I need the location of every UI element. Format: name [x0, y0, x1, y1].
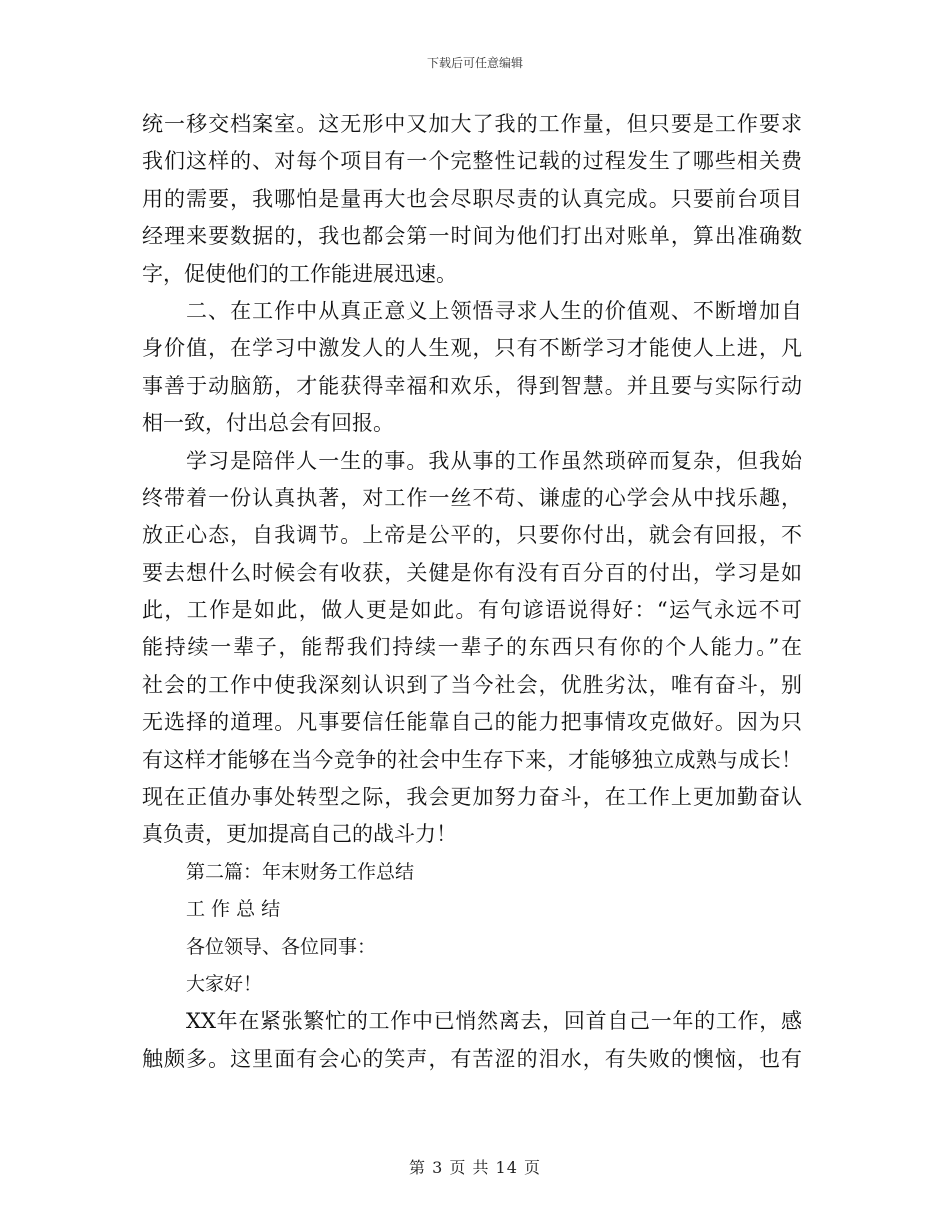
text-line: 学习是陪伴人一生的事。我从事的工作虽然琐碎而复杂，但我始	[186, 448, 802, 473]
text-line: 用的需要，我哪怕是量再大也会尽职尽责的认真完成。只要前台项目	[142, 186, 802, 211]
greeting: 大家好！	[186, 972, 263, 995]
page-header: 下载后可任意编辑	[426, 56, 523, 70]
text-line: 字，促使他们的工作能进展迅速。	[142, 261, 457, 286]
section-title: 第二篇：年末财务工作总结	[186, 860, 415, 883]
text-line: 经理来要数据的，我也都会第一时间为他们打出对账单，算出准确数	[142, 224, 802, 249]
text-line: XX年在紧张繁忙的工作中已悄然离去，回首自己一年的工作，感	[186, 1009, 802, 1034]
text-line: 放正心态，自我调节。上帝是公平的，只要你付出，就会有回报，不	[142, 523, 802, 548]
page-footer: 第 3 页 共 14 页	[409, 1158, 541, 1177]
text-line: 无选择的道理。凡事要信任能靠自己的能力把事情攻克做好。因为只	[142, 710, 802, 735]
text-line: 相一致，付出总会有回报。	[142, 411, 394, 436]
text-line: 能持续一辈子，能帮我们持续一辈子的东西只有你的个人能力。”在	[142, 635, 802, 660]
text-line: 社会的工作中使我深刻认识到了当今社会，优胜劣汰，唯有奋斗，别	[142, 672, 802, 697]
text-line: 二、在工作中从真正意义上领悟寻求人生的价值观、不断增加自	[186, 298, 802, 323]
text-line: 现在正值办事处转型之际，我会更加努力奋斗，在工作上更加勤奋认	[142, 785, 802, 810]
text-line: 触颇多。这里面有会心的笑声，有苦涩的泪水，有失败的懊恼，也有	[142, 1046, 802, 1071]
text-line: 此，工作是如此，做人更是如此。有句谚语说得好：“运气永远不可	[142, 598, 802, 623]
text-line: 真负责，更加提高自己的战斗力！	[142, 822, 457, 847]
text-line: 我们这样的、对每个项目有一个完整性记载的过程发生了哪些相关费	[142, 149, 802, 174]
text-line: 有这样才能够在当今竞争的社会中生存下来，才能够独立成熟与成长！	[142, 747, 802, 772]
document-body	[142, 106, 802, 1078]
summary-heading: 工 作 总 结	[186, 898, 281, 921]
text-line: 要去想什么时候会有收获，关健是你有没有百分百的付出，学习是如	[142, 560, 802, 585]
text-line: 事善于动脑筋，才能获得幸福和欢乐，得到智慧。并且要与实际行动	[142, 373, 802, 398]
text-line: 终带着一份认真执著，对工作一丝不苟、谦虚的心学会从中找乐趣，	[142, 485, 802, 510]
text-line: 身价值，在学习中激发人的人生观，只有不断学习才能使人上进，凡	[142, 336, 802, 361]
salutation: 各位领导、各位同事：	[186, 935, 377, 958]
text-line: 统一移交档案室。这无形中又加大了我的工作量，但只要是工作要求	[142, 112, 802, 136]
